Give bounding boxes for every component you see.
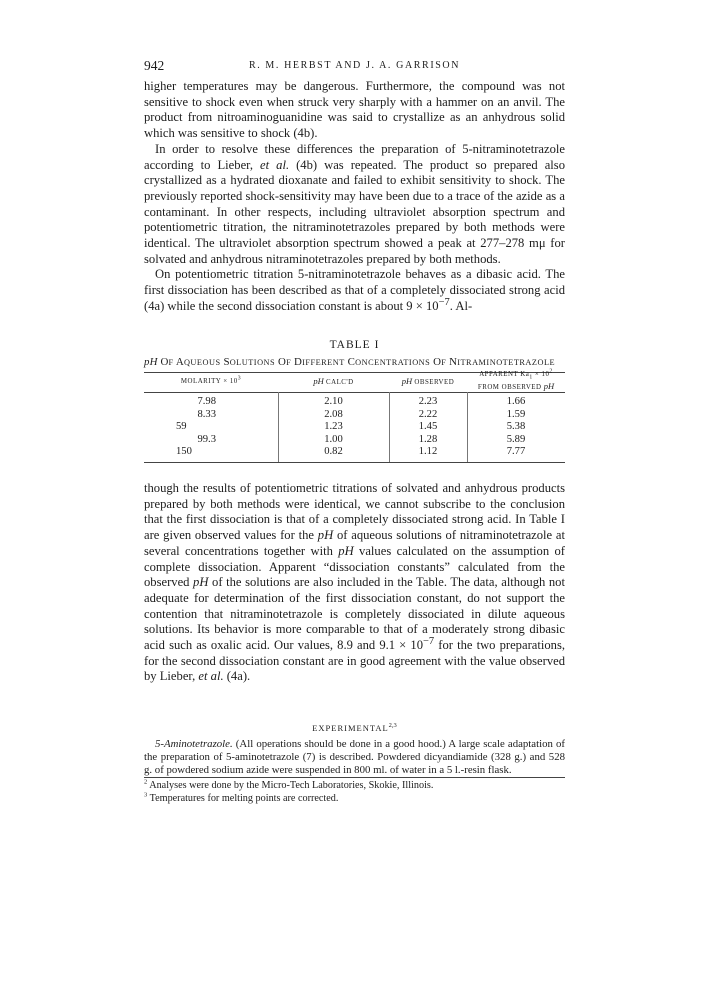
- table-cell: 2.23: [418, 396, 438, 407]
- table-cell: 99.3: [197, 433, 216, 445]
- table-cell: 5.89: [506, 433, 526, 445]
- table-cell: 1.12: [418, 446, 438, 457]
- paragraph-experimental: 5-Aminotetrazole. (All operations should be done in a good hood.) A large scale adaptation of the preparation of 5-aminotetrazole (7) is described. Powdered dicyandiamide (328 g.) and 528 g. of powdered sodium azide were suspended in 800 ml. of water in a 5 l.-resin flask.: [144, 738, 565, 777]
- header-apparent-ka: APPARENT $Ka_1 \times 10^2$ FROM OBSERVED pH: [477, 369, 555, 391]
- table-cell: 150: [176, 446, 192, 457]
- column-ph-calc: [278, 396, 389, 459]
- body-text-lower: [144, 481, 565, 685]
- table-cell: 5.38: [506, 421, 526, 432]
- body-text-upper: [144, 79, 565, 315]
- footnote-3: $^3$ Temperatures for melting points are corrected.: [144, 791, 339, 804]
- paragraph-2: In order to resolve these differences the preparation of 5-nitraminotetrazole according to Lieber, et al. (4b) was repeated. The product so prepared also crystallized as a hydrated dioxanate and failed to exhibit sensitivity to shock. The previously reported shock-sensitivity may have been due to a trace of the azide as a contaminant. In other respects, including ultraviolet absorption spectrum and potentiometric titration, the nitraminotetrazoles prepared by both methods were identical. The ultraviolet absorption spectrum showed a peak at 277–278 mμ for solvated and anhydrous nitraminotetrazoles prepared by both methods.: [144, 141, 565, 266]
- page-number: 942: [144, 58, 165, 73]
- table-bottom-rule: [144, 462, 565, 463]
- header-ph-calc: pH CALC'D: [313, 375, 354, 386]
- table-cell: 2.22: [418, 408, 438, 420]
- footnote-rule: [144, 777, 565, 778]
- table-cell: 1.00: [324, 433, 343, 445]
- table-cell: 7.77: [506, 446, 526, 457]
- table-cell: 0.82: [324, 446, 343, 457]
- paragraph-1: higher temperatures may be dangerous. Furthermore, the compound was not sensitive to shock even when struck very sharply with a hammer on an anvil. The product from nitroaminoguanidine was said to crystallize as an anhydrous solid which was sensitive to shock (4b).: [144, 79, 565, 141]
- table-cell: 2.08: [324, 408, 343, 420]
- table-cell: 7.98: [197, 396, 216, 407]
- page-header: [144, 58, 565, 74]
- table-cell: 1.59: [506, 408, 526, 420]
- paragraph-4: though the results of potentiometric titrations of solvated and anhydrous products prepared by both methods were identical, we cannot subscribe to the conclusion that the first dissociation is that of a completely dissociated strong acid. In Table I are given observed values for the pH of aqueous solutions of nitraminotetrazole at several concentrations together with pH values calculated on the assumption of complete dissociation. Apparent “dissociation constants” calculated from the observed pH of the solutions are also included in the Table. The data, although not adequate for determination of the first dissociation constant, do not support the contention that nitraminotetrazole is completely dissociated in dilute aqueous solutions. Its behavior is more comparable to that of a moderately strong dibasic acid such as oxalic acid. Our values, 8.9 and $9.1 \times 10^{-7}$ for the two preparations, for the second dissociation constant are in good agreement with the value observed by Lieber, et al. (4a).: [144, 481, 566, 684]
- table-cell: 1.45: [418, 421, 438, 432]
- table-cell: 1.23: [324, 421, 343, 432]
- table-cell: 8.33: [197, 408, 216, 420]
- table-caption: pH OF AQUEOUS SOLUTIONS OF DIFFERENT CONCENTRATIONS OF NITRAMINOTETRAZOLE: [144, 356, 556, 368]
- running-title: R. M. HERBST AND J. A. GARRISON: [248, 60, 461, 71]
- table-cell: 2.10: [324, 396, 343, 407]
- table-cell: 59: [176, 421, 187, 432]
- table-cell: 1.66: [506, 396, 526, 407]
- table-header-rule: [144, 392, 565, 393]
- column-molarity: [176, 396, 216, 459]
- section-heading-experimental: EXPERIMENTAL$^{2,3}$: [312, 722, 397, 733]
- header-ph-observed: pH OBSERVED: [401, 375, 455, 386]
- experimental-text: [144, 738, 565, 778]
- paragraph-3: On potentiometric titration 5-nitraminotetrazole behaves as a dibasic acid. The first dissociation has been described as that of a completely dissociated strong acid (4a) while the second dissociation constant is about $9 \times 10^{-7}$. Al-: [144, 267, 565, 313]
- column-apparent-ka: [467, 396, 565, 459]
- header-molarity: MOLARITY × $10^3$: [180, 375, 242, 385]
- table-cell: 1.28: [418, 433, 438, 445]
- column-ph-observed: [389, 396, 467, 459]
- footnote-2: $^2$ Analyses were done by the Micro-Tech Laboratories, Skokie, Illinois.: [144, 778, 434, 791]
- table-title: TABLE I: [329, 339, 380, 351]
